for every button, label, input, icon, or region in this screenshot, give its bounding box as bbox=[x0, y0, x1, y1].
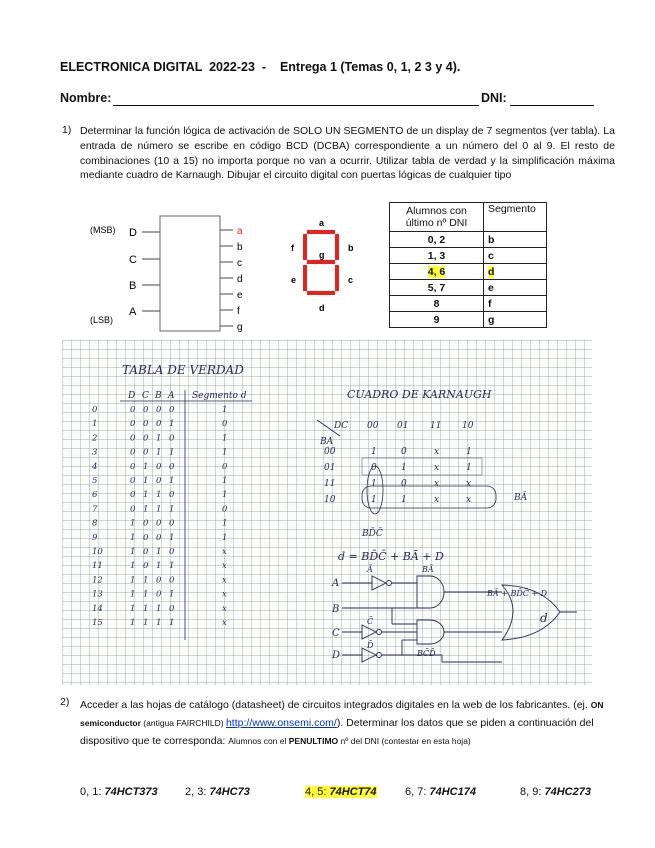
tt-cell: 1 bbox=[143, 575, 149, 586]
tt-cell: 1 bbox=[169, 589, 175, 600]
seg-label-a: a bbox=[319, 218, 325, 228]
device-item: 6, 7: 74HC174 bbox=[405, 786, 476, 798]
tt-cell: 1 bbox=[156, 603, 162, 614]
tt-cell: 0 bbox=[143, 405, 149, 415]
tt-cell: 0 bbox=[156, 461, 162, 472]
tt-row-index: 6 bbox=[92, 490, 98, 501]
tt-cell: 0 bbox=[222, 461, 228, 472]
kmap-dc: DC bbox=[334, 421, 349, 431]
tt-row-index: 12 bbox=[92, 575, 103, 586]
tt-col-b: B bbox=[155, 391, 162, 401]
kmap-col-label: 01 bbox=[397, 421, 409, 431]
tt-cell: x bbox=[222, 561, 227, 572]
segment-b bbox=[335, 234, 339, 260]
tt-cell: 1 bbox=[222, 476, 228, 486]
tt-cell: 0 bbox=[156, 532, 162, 543]
circuit-output: d bbox=[540, 611, 548, 625]
tt-cell: 0 bbox=[156, 518, 162, 529]
tt-cell: 0 bbox=[143, 518, 149, 529]
tt-cell: 1 bbox=[156, 618, 162, 628]
tt-cell: 0 bbox=[222, 419, 228, 430]
kmap-cell: 1 bbox=[401, 463, 407, 473]
tt-cell: 1 bbox=[169, 447, 175, 458]
tt-cell: 1 bbox=[143, 603, 149, 614]
tt-cell: 0 bbox=[156, 575, 162, 586]
circuit-input-b: B bbox=[332, 604, 340, 615]
tt-row-index: 11 bbox=[92, 561, 103, 572]
tt-cell: 0 bbox=[156, 405, 162, 415]
tt-cell: 1 bbox=[222, 518, 228, 529]
question-1-text: Determinar la función lógica de activación de SOLO UN SEGMENTO de un display de 7 segmentos (ver tabla). La entrada de número se escribe en código BCD (DCBA) correspondiente a un número del 0 al 9. El resto de combinaciones (10 a 15) no importa porque no van a ocurrir. Utilizar tabla de verdad y la simplificación máxima mediante cuadro de Karnaugh. Dibujar el circuito digital con puertas lógicas de cualquier tipo bbox=[80, 125, 615, 182]
tt-row-index: 14 bbox=[92, 603, 103, 614]
output-f: f bbox=[237, 306, 240, 317]
kmap-row-label: 11 bbox=[324, 479, 336, 489]
tt-cell: 0 bbox=[169, 433, 175, 444]
output-d: d bbox=[237, 274, 243, 285]
tt-row-index: 9 bbox=[92, 532, 98, 543]
tt-cell: 1 bbox=[130, 518, 136, 529]
tt-cell: 1 bbox=[130, 561, 136, 572]
tt-cell: 1 bbox=[143, 589, 149, 600]
input-a: A bbox=[129, 306, 137, 318]
output-c: c bbox=[237, 258, 242, 269]
table-row: 0, 2 b bbox=[390, 232, 547, 248]
tt-cell: 1 bbox=[130, 575, 136, 586]
kmap-row-label: 00 bbox=[324, 447, 336, 457]
kmap-cell: 1 bbox=[371, 447, 377, 457]
decoder-diagram bbox=[85, 212, 255, 337]
tt-cell: 0 bbox=[143, 447, 149, 458]
kmap-ba: BA bbox=[320, 437, 334, 447]
tt-row-index: 0 bbox=[92, 405, 98, 415]
msb-label: (MSB) bbox=[90, 225, 116, 235]
tt-col-c: C bbox=[142, 391, 149, 401]
kmap-cell: x bbox=[434, 495, 440, 505]
device-item: 8, 9: 74HC273 bbox=[520, 786, 591, 798]
nombre-label: Nombre: bbox=[60, 91, 112, 105]
tt-cell: 0 bbox=[156, 589, 162, 600]
tt-col-seg: Segmento d bbox=[192, 391, 247, 401]
tt-cell: 1 bbox=[169, 476, 175, 486]
tt-cell: x bbox=[222, 603, 227, 614]
tt-row-index: 5 bbox=[92, 476, 98, 486]
kmap-row-label: 01 bbox=[324, 463, 336, 473]
dni-field-line[interactable] bbox=[510, 105, 594, 106]
truth-table-title: TABLA DE VERDAD bbox=[122, 363, 244, 377]
table-row-highlighted: 4, 6 d bbox=[390, 264, 547, 280]
kmap-row-label: 10 bbox=[324, 495, 336, 505]
tt-cell: 1 bbox=[169, 532, 175, 543]
tt-cell: 0 bbox=[130, 504, 136, 515]
input-c: C bbox=[129, 254, 137, 266]
question-2-number: 2) bbox=[60, 696, 70, 708]
tt-row-index: 8 bbox=[92, 518, 98, 529]
document-title: ELECTRONICA DIGITAL 2022-23 - Entrega 1 (Temas 0, 1, 2 3 y 4). bbox=[60, 60, 461, 74]
question-2-text: Acceder a las hojas de catálogo (datasheet) de circuitos integrados digitales en la web de los fabricantes. (ej. ON semiconductor (antigua FAIRCHILD) http://www.onsemi.com/). Determinar los datos que se piden a continuación del dispositivo que te corresponda: Alumnos con el PENULTIMO nº del DNI (contestar en esta hoja) bbox=[80, 699, 604, 747]
tt-row-index: 3 bbox=[92, 447, 98, 458]
seg-label-f: f bbox=[291, 243, 294, 253]
kmap-cell: 0 bbox=[401, 447, 407, 457]
tt-cell: 0 bbox=[130, 419, 136, 430]
tt-cell: 0 bbox=[130, 447, 136, 458]
table-row: 9 g bbox=[390, 312, 547, 328]
kmap-title: CUADRO DE KARNAUGH bbox=[347, 388, 492, 401]
tt-row-index: 4 bbox=[92, 461, 98, 472]
handwritten-answer-photo bbox=[62, 340, 592, 685]
gate-label-abar: Ā bbox=[367, 565, 373, 574]
tt-col-a: A bbox=[168, 391, 175, 401]
tt-cell: 0 bbox=[169, 575, 175, 586]
tt-cell: 1 bbox=[222, 447, 228, 458]
tt-row-index: 1 bbox=[92, 419, 98, 430]
circuit-input-c: C bbox=[332, 628, 340, 639]
kmap-cell: 1 bbox=[371, 479, 377, 489]
tt-cell: 0 bbox=[143, 532, 149, 543]
tt-cell: 1 bbox=[169, 618, 175, 628]
seg-label-g: g bbox=[319, 250, 325, 260]
tt-row-index: 2 bbox=[92, 433, 98, 444]
tt-cell: x bbox=[222, 547, 227, 557]
tt-cell: 0 bbox=[130, 461, 136, 472]
segment-g bbox=[307, 260, 335, 264]
circuit-input-a: A bbox=[332, 578, 340, 589]
tt-row-index: 15 bbox=[92, 618, 103, 628]
output-a: a bbox=[237, 226, 243, 237]
circuit-input-d: D bbox=[332, 650, 341, 661]
tt-cell: 0 bbox=[130, 405, 136, 415]
segment-e bbox=[303, 265, 307, 291]
gate-label-cbar: C̄ bbox=[367, 617, 374, 626]
tt-cell: 1 bbox=[156, 547, 162, 557]
kmap-cell: x bbox=[466, 495, 472, 505]
output-g: g bbox=[237, 322, 243, 333]
tt-row-index: 7 bbox=[92, 504, 98, 515]
tt-col-d: D bbox=[128, 391, 136, 401]
segment-f bbox=[303, 234, 307, 260]
tt-cell: 1 bbox=[130, 603, 136, 614]
segment-a bbox=[307, 230, 335, 234]
kmap-col-label: 00 bbox=[367, 421, 379, 431]
equation: d = BD̄C̄ + BĀ + D bbox=[338, 550, 444, 563]
kmap-cell: x bbox=[434, 447, 440, 457]
tt-cell: 1 bbox=[156, 490, 162, 501]
tt-cell: 0 bbox=[143, 433, 149, 444]
gate-label-ba: BĀ bbox=[422, 565, 434, 574]
tt-cell: 1 bbox=[143, 490, 149, 501]
tt-cell: 0 bbox=[169, 490, 175, 501]
kmap-col-label: 10 bbox=[462, 421, 474, 431]
tt-cell: 0 bbox=[169, 547, 175, 557]
tt-cell: 0 bbox=[169, 518, 175, 529]
tt-cell: 0 bbox=[130, 490, 136, 501]
tt-cell: x bbox=[222, 575, 227, 586]
kmap-cell: 1 bbox=[371, 495, 377, 505]
kmap-cell: 1 bbox=[466, 447, 472, 457]
tt-cell: 1 bbox=[130, 532, 136, 543]
tt-cell: 1 bbox=[130, 589, 136, 600]
seg-label-c: c bbox=[348, 275, 354, 285]
tt-cell: x bbox=[222, 589, 227, 600]
tt-cell: 1 bbox=[222, 532, 228, 543]
tt-cell: 1 bbox=[169, 504, 175, 515]
kmap-cell: 1 bbox=[466, 463, 472, 473]
segment-c bbox=[335, 265, 339, 291]
kmap-cell: x bbox=[466, 479, 472, 489]
tt-cell: 1 bbox=[169, 561, 175, 572]
tt-cell: 0 bbox=[222, 504, 228, 515]
kmap-cell: 0 bbox=[371, 463, 377, 473]
seg-label-d: d bbox=[319, 303, 325, 313]
output-e: e bbox=[237, 290, 243, 301]
segment-d bbox=[307, 291, 335, 295]
input-b: B bbox=[129, 280, 137, 292]
tt-cell: 0 bbox=[169, 461, 175, 472]
tt-row-index: 10 bbox=[92, 547, 103, 557]
kmap-term-ba: BĀ bbox=[514, 493, 528, 503]
kmap-cell: 0 bbox=[401, 479, 407, 489]
tt-cell: 1 bbox=[143, 504, 149, 515]
tt-cell: 1 bbox=[156, 561, 162, 572]
output-b: b bbox=[237, 242, 243, 253]
gate-label-bcd: BC̄D̄ bbox=[417, 649, 436, 658]
tt-cell: 0 bbox=[143, 419, 149, 430]
dni-label: DNI: bbox=[481, 91, 507, 105]
kmap-cell: x bbox=[434, 479, 440, 489]
kmap-term-bd: BD̄C̄ bbox=[362, 529, 383, 539]
device-item: 2, 3: 74HC73 bbox=[185, 786, 250, 798]
seg-label-b: b bbox=[348, 243, 354, 253]
tt-cell: 1 bbox=[156, 433, 162, 444]
lsb-label: (LSB) bbox=[90, 315, 114, 325]
seven-segment-display bbox=[288, 215, 363, 315]
table-header-dni: Alumnos con último nº DNI bbox=[390, 203, 484, 232]
tt-cell: 1 bbox=[130, 618, 136, 628]
tt-cell: 0 bbox=[143, 547, 149, 557]
tt-cell: 0 bbox=[130, 433, 136, 444]
tt-cell: 0 bbox=[169, 405, 175, 415]
tt-cell: 0 bbox=[156, 419, 162, 430]
tt-cell: 1 bbox=[130, 547, 136, 557]
tt-cell: 1 bbox=[169, 419, 175, 430]
tt-cell: 1 bbox=[156, 447, 162, 458]
table-row: 8 f bbox=[390, 296, 547, 312]
or-gate-label: BĀ + BD̄C̄ + D bbox=[487, 589, 548, 598]
tt-row-index: 13 bbox=[92, 589, 103, 600]
dni-segment-table bbox=[389, 202, 547, 328]
tt-cell: 0 bbox=[156, 476, 162, 486]
tt-cell: 1 bbox=[143, 618, 149, 628]
tt-cell: 1 bbox=[143, 476, 149, 486]
table-header-segment: Segmento bbox=[484, 203, 547, 232]
table-row: 5, 7 e bbox=[390, 280, 547, 296]
tt-cell: 0 bbox=[169, 603, 175, 614]
kmap-cell: 1 bbox=[401, 495, 407, 505]
tt-cell: 1 bbox=[222, 490, 228, 501]
tt-cell: 0 bbox=[130, 476, 136, 486]
tt-cell: 1 bbox=[143, 461, 149, 472]
kmap-cell: x bbox=[434, 463, 440, 473]
table-row: 1, 3 c bbox=[390, 248, 547, 264]
question-1-number: 1) bbox=[62, 124, 72, 136]
input-d: D bbox=[129, 227, 137, 239]
nombre-field-line[interactable] bbox=[113, 105, 479, 106]
on-semi: ON semiconductor bbox=[80, 700, 604, 728]
onsemi-link[interactable]: http://www.onsemi.com/ bbox=[225, 717, 337, 729]
tt-cell: 1 bbox=[156, 504, 162, 515]
device-item: 0, 1: 74HCT373 bbox=[80, 786, 158, 798]
tt-cell: 0 bbox=[143, 561, 149, 572]
kmap-col-label: 11 bbox=[430, 421, 442, 431]
tt-cell: 1 bbox=[222, 405, 228, 415]
gate-label-dbar: D̄ bbox=[367, 641, 374, 650]
tt-cell: 1 bbox=[222, 433, 228, 444]
seg-label-e: e bbox=[291, 275, 297, 285]
device-item-highlighted: 4, 5: 74HCT74 bbox=[305, 786, 377, 798]
tt-cell: x bbox=[222, 618, 227, 628]
